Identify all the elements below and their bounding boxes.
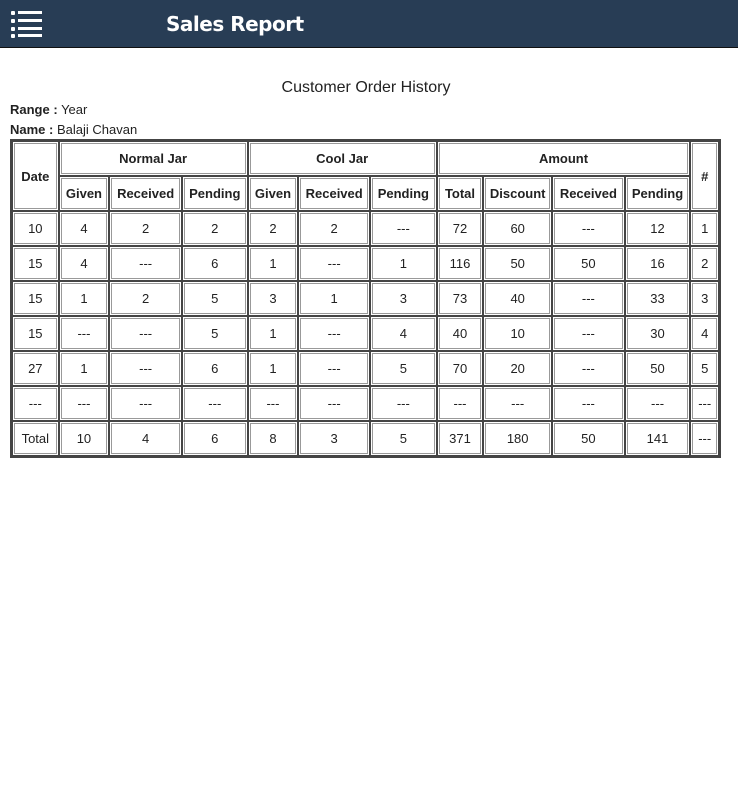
table-cell: 5 xyxy=(690,351,719,386)
table-cell: 5 xyxy=(182,281,248,316)
table-cell: 2 xyxy=(109,211,182,246)
table-cell: 50 xyxy=(552,421,625,456)
table-cell: 70 xyxy=(437,351,484,386)
table-cell: 1 xyxy=(59,281,110,316)
report-heading: Customer Order History xyxy=(281,79,451,96)
table-row xyxy=(12,351,719,386)
header-date: Date xyxy=(12,141,59,211)
table-cell: 5 xyxy=(370,421,437,456)
table-cell: --- xyxy=(182,386,248,421)
table-cell: --- xyxy=(552,316,625,351)
table-row xyxy=(12,386,719,421)
table-cell: 6 xyxy=(182,351,248,386)
table-cell: --- xyxy=(248,386,299,421)
subheader-given: Given xyxy=(59,176,110,211)
table-cell: 4 xyxy=(690,316,719,351)
menu-list-icon[interactable] xyxy=(11,10,43,38)
subheader-total: Total xyxy=(437,176,484,211)
table-cell: 15 xyxy=(12,281,59,316)
range-info xyxy=(10,102,87,117)
table-cell: --- xyxy=(625,386,691,421)
name-value: Balaji Chavan xyxy=(56,122,138,137)
table-cell: 40 xyxy=(437,316,484,351)
table-cell: 4 xyxy=(370,316,437,351)
table-cell: 10 xyxy=(483,316,552,351)
table-cell: Total xyxy=(12,421,59,456)
name-info xyxy=(10,122,137,137)
table-cell: --- xyxy=(109,246,182,281)
table-cell: --- xyxy=(298,246,370,281)
table-cell: 1 xyxy=(59,351,110,386)
table-cell: --- xyxy=(109,316,182,351)
table-cell: 141 xyxy=(625,421,691,456)
table-cell: 1 xyxy=(248,246,299,281)
table-cell: --- xyxy=(298,386,370,421)
subheader-given: Given xyxy=(248,176,299,211)
table-cell: 2 xyxy=(248,211,299,246)
table-cell: 8 xyxy=(248,421,299,456)
table-cell: 50 xyxy=(483,246,552,281)
table-cell: 60 xyxy=(483,211,552,246)
table-cell: --- xyxy=(12,386,59,421)
table-cell: 116 xyxy=(437,246,484,281)
table-cell: 20 xyxy=(483,351,552,386)
table-cell: 73 xyxy=(437,281,484,316)
table-cell: --- xyxy=(552,351,625,386)
table-row xyxy=(12,281,719,316)
table-cell: 50 xyxy=(552,246,625,281)
table-cell: 5 xyxy=(370,351,437,386)
total-row xyxy=(12,421,719,456)
subheader-discount: Discount xyxy=(483,176,552,211)
table-cell: 1 xyxy=(370,246,437,281)
table-cell: 40 xyxy=(483,281,552,316)
table-cell: --- xyxy=(59,316,110,351)
table-cell: 16 xyxy=(625,246,691,281)
table-cell: 1 xyxy=(298,281,370,316)
header-amount: Amount xyxy=(437,141,691,176)
table-cell: 2 xyxy=(690,246,719,281)
table-cell: --- xyxy=(483,386,552,421)
table-cell: 371 xyxy=(437,421,484,456)
subheader-received: Received xyxy=(109,176,182,211)
table-cell: 1 xyxy=(690,211,719,246)
table-cell: 1 xyxy=(248,316,299,351)
table-cell: 2 xyxy=(298,211,370,246)
table-cell: --- xyxy=(370,386,437,421)
table-cell: 2 xyxy=(182,211,248,246)
table-cell: 3 xyxy=(298,421,370,456)
table-cell: --- xyxy=(59,386,110,421)
table-cell: --- xyxy=(690,386,719,421)
order-history-table xyxy=(10,139,721,458)
table-cell: 5 xyxy=(182,316,248,351)
table-row xyxy=(12,316,719,351)
table-cell: 4 xyxy=(109,421,182,456)
table-cell: 1 xyxy=(248,351,299,386)
table-cell: --- xyxy=(109,351,182,386)
table-row xyxy=(12,246,719,281)
table-cell: 30 xyxy=(625,316,691,351)
table-cell: 10 xyxy=(12,211,59,246)
table-cell: 180 xyxy=(483,421,552,456)
table-cell: 4 xyxy=(59,246,110,281)
table-cell: --- xyxy=(298,351,370,386)
table-cell: 3 xyxy=(370,281,437,316)
table-cell: 27 xyxy=(12,351,59,386)
table-cell: 10 xyxy=(59,421,110,456)
table-cell: 15 xyxy=(12,316,59,351)
table-cell: --- xyxy=(370,211,437,246)
subheader-pending: Pending xyxy=(182,176,248,211)
subheader-pending: Pending xyxy=(625,176,691,211)
header-normal-jar: Normal Jar xyxy=(59,141,248,176)
header-cool-jar: Cool Jar xyxy=(248,141,437,176)
table-cell: --- xyxy=(109,386,182,421)
subheader-received: Received xyxy=(552,176,625,211)
app-bar xyxy=(0,0,738,48)
table-cell: 6 xyxy=(182,421,248,456)
table-cell: --- xyxy=(552,281,625,316)
table-cell: 15 xyxy=(12,246,59,281)
table-cell: --- xyxy=(690,421,719,456)
table-cell: 33 xyxy=(625,281,691,316)
table-cell: 12 xyxy=(625,211,691,246)
table-cell: --- xyxy=(437,386,484,421)
table-cell: 3 xyxy=(248,281,299,316)
table-cell: --- xyxy=(298,316,370,351)
subheader-pending: Pending xyxy=(370,176,437,211)
name-label: Name : xyxy=(10,122,54,137)
table-cell: --- xyxy=(552,211,625,246)
page-title: Sales Report xyxy=(166,12,304,36)
table-cell: 72 xyxy=(437,211,484,246)
table-cell: --- xyxy=(552,386,625,421)
table-cell: 50 xyxy=(625,351,691,386)
header-index: # xyxy=(690,141,719,211)
table-cell: 6 xyxy=(182,246,248,281)
table-cell: 4 xyxy=(59,211,110,246)
table-row xyxy=(12,211,719,246)
range-label: Range : xyxy=(10,102,58,117)
table-cell: 2 xyxy=(109,281,182,316)
table-cell: 3 xyxy=(690,281,719,316)
subheader-received: Received xyxy=(298,176,370,211)
range-value: Year xyxy=(61,102,88,117)
